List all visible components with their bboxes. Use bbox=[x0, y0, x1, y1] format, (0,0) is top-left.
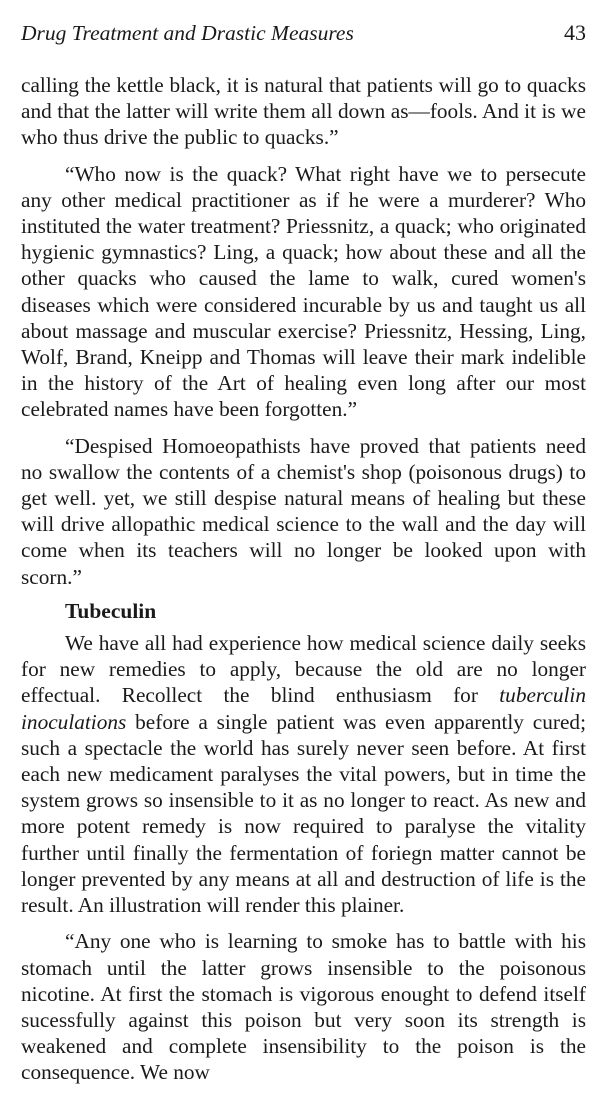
paragraph-tuberculin-text-a: We have all had experience how medical science daily seeks for new remedies to apply, because the old are no longer effectual. Recollect the blind enthusiasm for bbox=[21, 631, 586, 708]
paragraph-tuberculin-text-b: before a single patient was even apparently cured; such a spectacle the world has surely never seen before. At first each new medicament paralyses the vital powers, but in time the system grows so insensible to it as no longer to react. As new and more potent remedy is now required to paralyse the vitality further until finally the fermentation of foriegn matter cannot be longer prevented by any means at all and destruction of life is the result. An illustration will render this plainer. bbox=[21, 709, 586, 918]
paragraph-homoeopathists: “Despised Homoeopathists have proved that patients need no swallow the contents of a chemist's shop (poisonous drugs) to get well. yet, we still despise natural means of healing but these will drive allopathic medical science to the wall and the day will come when its teachers will no longer be looked upon with scorn.” bbox=[21, 433, 586, 589]
italic-phrase: tuberculin inoculations bbox=[21, 683, 586, 734]
section-heading: Tubeculin bbox=[65, 598, 157, 623]
running-title: Drug Treatment and Drastic Measures bbox=[21, 21, 354, 45]
paragraph-tuberculin bbox=[21, 630, 586, 918]
body-text bbox=[21, 72, 586, 1096]
paragraph-smoking: “Any one who is learning to smoke has to battle with his stomach until the latter grows insensible to the poisonous nicotine. At first the stomach is vigorous enought to defend itself sucessfully against this poison but very soon its strength is weakened and complete insensibility to the poison is the consequence. We now bbox=[21, 929, 586, 1085]
paragraph-quack-question: “Who now is the quack? What right have we to persecute any other medical practitioner as if he were a murderer? Who instituted the water treatment? Priessnitz, a quack; who originated hygienic gymnastics? Ling, a quack; how about these and all the other quacks who caused the lame to walk, cured women's diseases which were considered incurable by us and taught us all about massage and muscular exercise? Priessnitz, Hessing, Ling, Wolf, Brand, Kneipp and Thomas will leave their mark indelible in the history of the Art of healing even long after our most celebrated names have been forgotten.” bbox=[21, 161, 586, 422]
page-number: 43 bbox=[564, 20, 586, 45]
running-head bbox=[21, 20, 586, 48]
paragraph-continuation: calling the kettle black, it is natural that patients will go to quacks and that the latter will write them all down as—fools. And it is we who thus drive the public to quacks.” bbox=[21, 73, 586, 150]
